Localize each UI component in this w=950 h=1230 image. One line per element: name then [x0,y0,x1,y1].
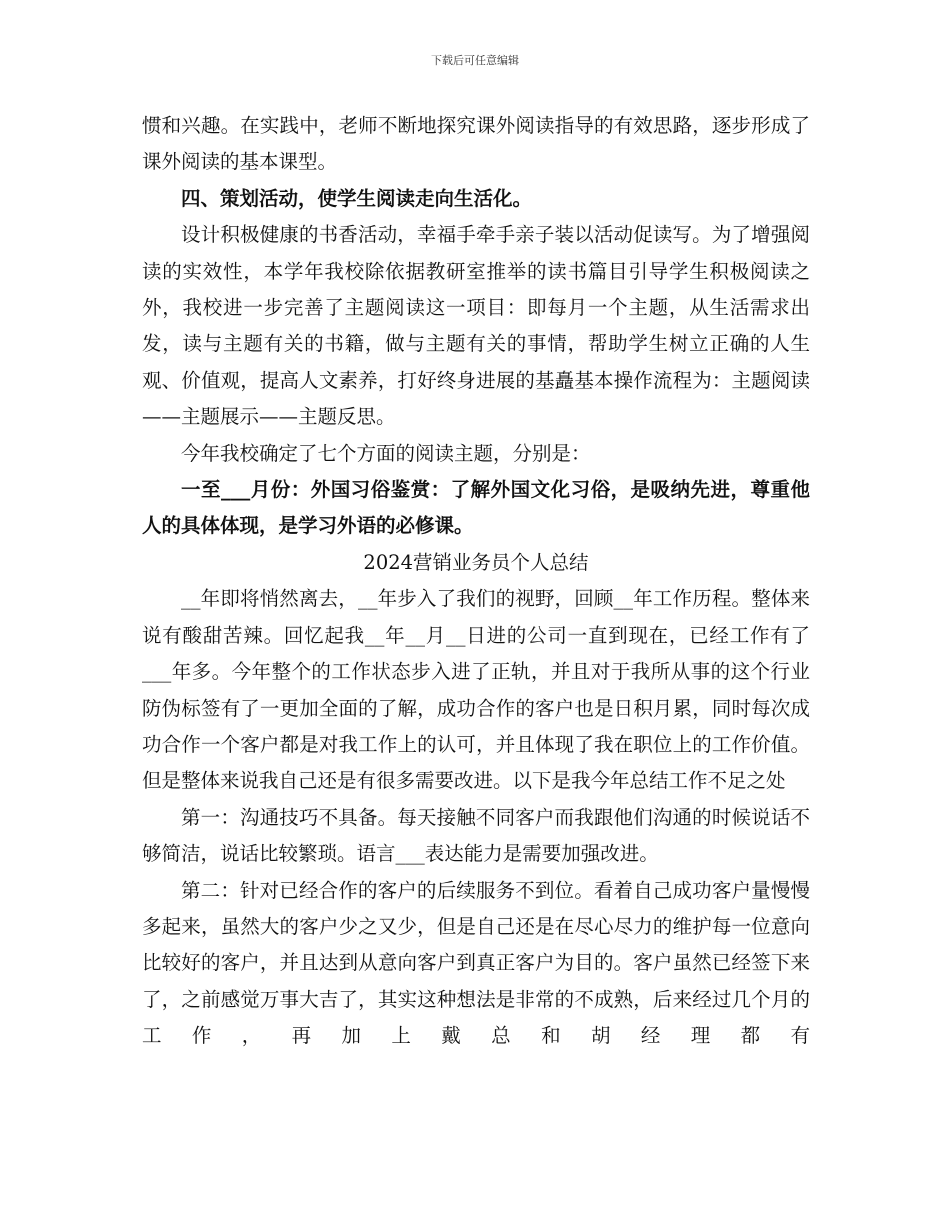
paragraph-summary-intro: __年即将悄然离去，__年步入了我们的视野，回顾__年工作历程。整体来说有酸甜苦辣。回忆起我__年__月__日进的公司一直到现在，已经工作有了___年多。今年整个的工作状态步入进了正轨，并且对于我所从事的这个行业防伪标签有了一更加全面的了解，成功合作的客户也是日积月累，同时每次成功合作一个客户都是对我工作上的认可，并且体现了我在职位上的工作价值。但是整体来说我自己还是有很多需要改进。以下是我今年总结工作不足之处 [142,587,810,793]
page-header: 下载后可任意编辑 [431,54,519,67]
paragraph-themes-intro: 今年我校确定了七个方面的阅读主题，分别是： [181,441,591,465]
paragraph-point-one: 第一：沟通技巧不具备。每天接触不同客户而我跟他们沟通的时候说话不够简洁，说话比较繁琐。语言___表达能力是需要加强改进。 [142,805,810,866]
paragraph-month-theme: 一至___月份：外国习俗鉴赏：了解外国文化习俗，是吸纳先进，尊重他人的具体体现，是学习外语的必修课。 [142,478,810,538]
section-heading-four: 四、策划活动，使学生阅读走向生活化。 [181,186,533,210]
document-body [142,108,810,1055]
document-title: 2024营销业务员个人总结 [363,550,589,574]
paragraph-activities: 设计积极健康的书香活动，幸福手牵手亲子装以活动促读写。为了增强阅读的实效性，本学年我校除依据教研室推举的读书篇目引导学生积极阅读之外，我校进一步完善了主题阅读这一项目：即每月一个主题，从生活需求出发，读与主题有关的书籍，做与主题有关的事情，帮助学生树立正确的人生观、价值观，提高人文素养，打好终身进展的基矗基本操作流程为：主题阅读——主题展示——主题反思。 [142,223,810,429]
paragraph-point-two: 第二：针对已经合作的客户的后续服务不到位。看着自己成功客户量慢慢多起来，虽然大的客户少之又少，但是自己还是在尽心尽力的维护每一位意向比较好的客户，并且达到从意向客户到真正客户为目的。客户虽然已经签下来了，之前感觉万事大吉了，其实这种想法是非常的不成熟，后来经过几个月的工作，再加上戴总和胡经理都有 [142,878,810,1048]
paragraph-continuation: 惯和兴趣。在实践中，老师不断地探究课外阅读指导的有效思路，逐步形成了课外阅读的基本课型。 [142,114,810,174]
